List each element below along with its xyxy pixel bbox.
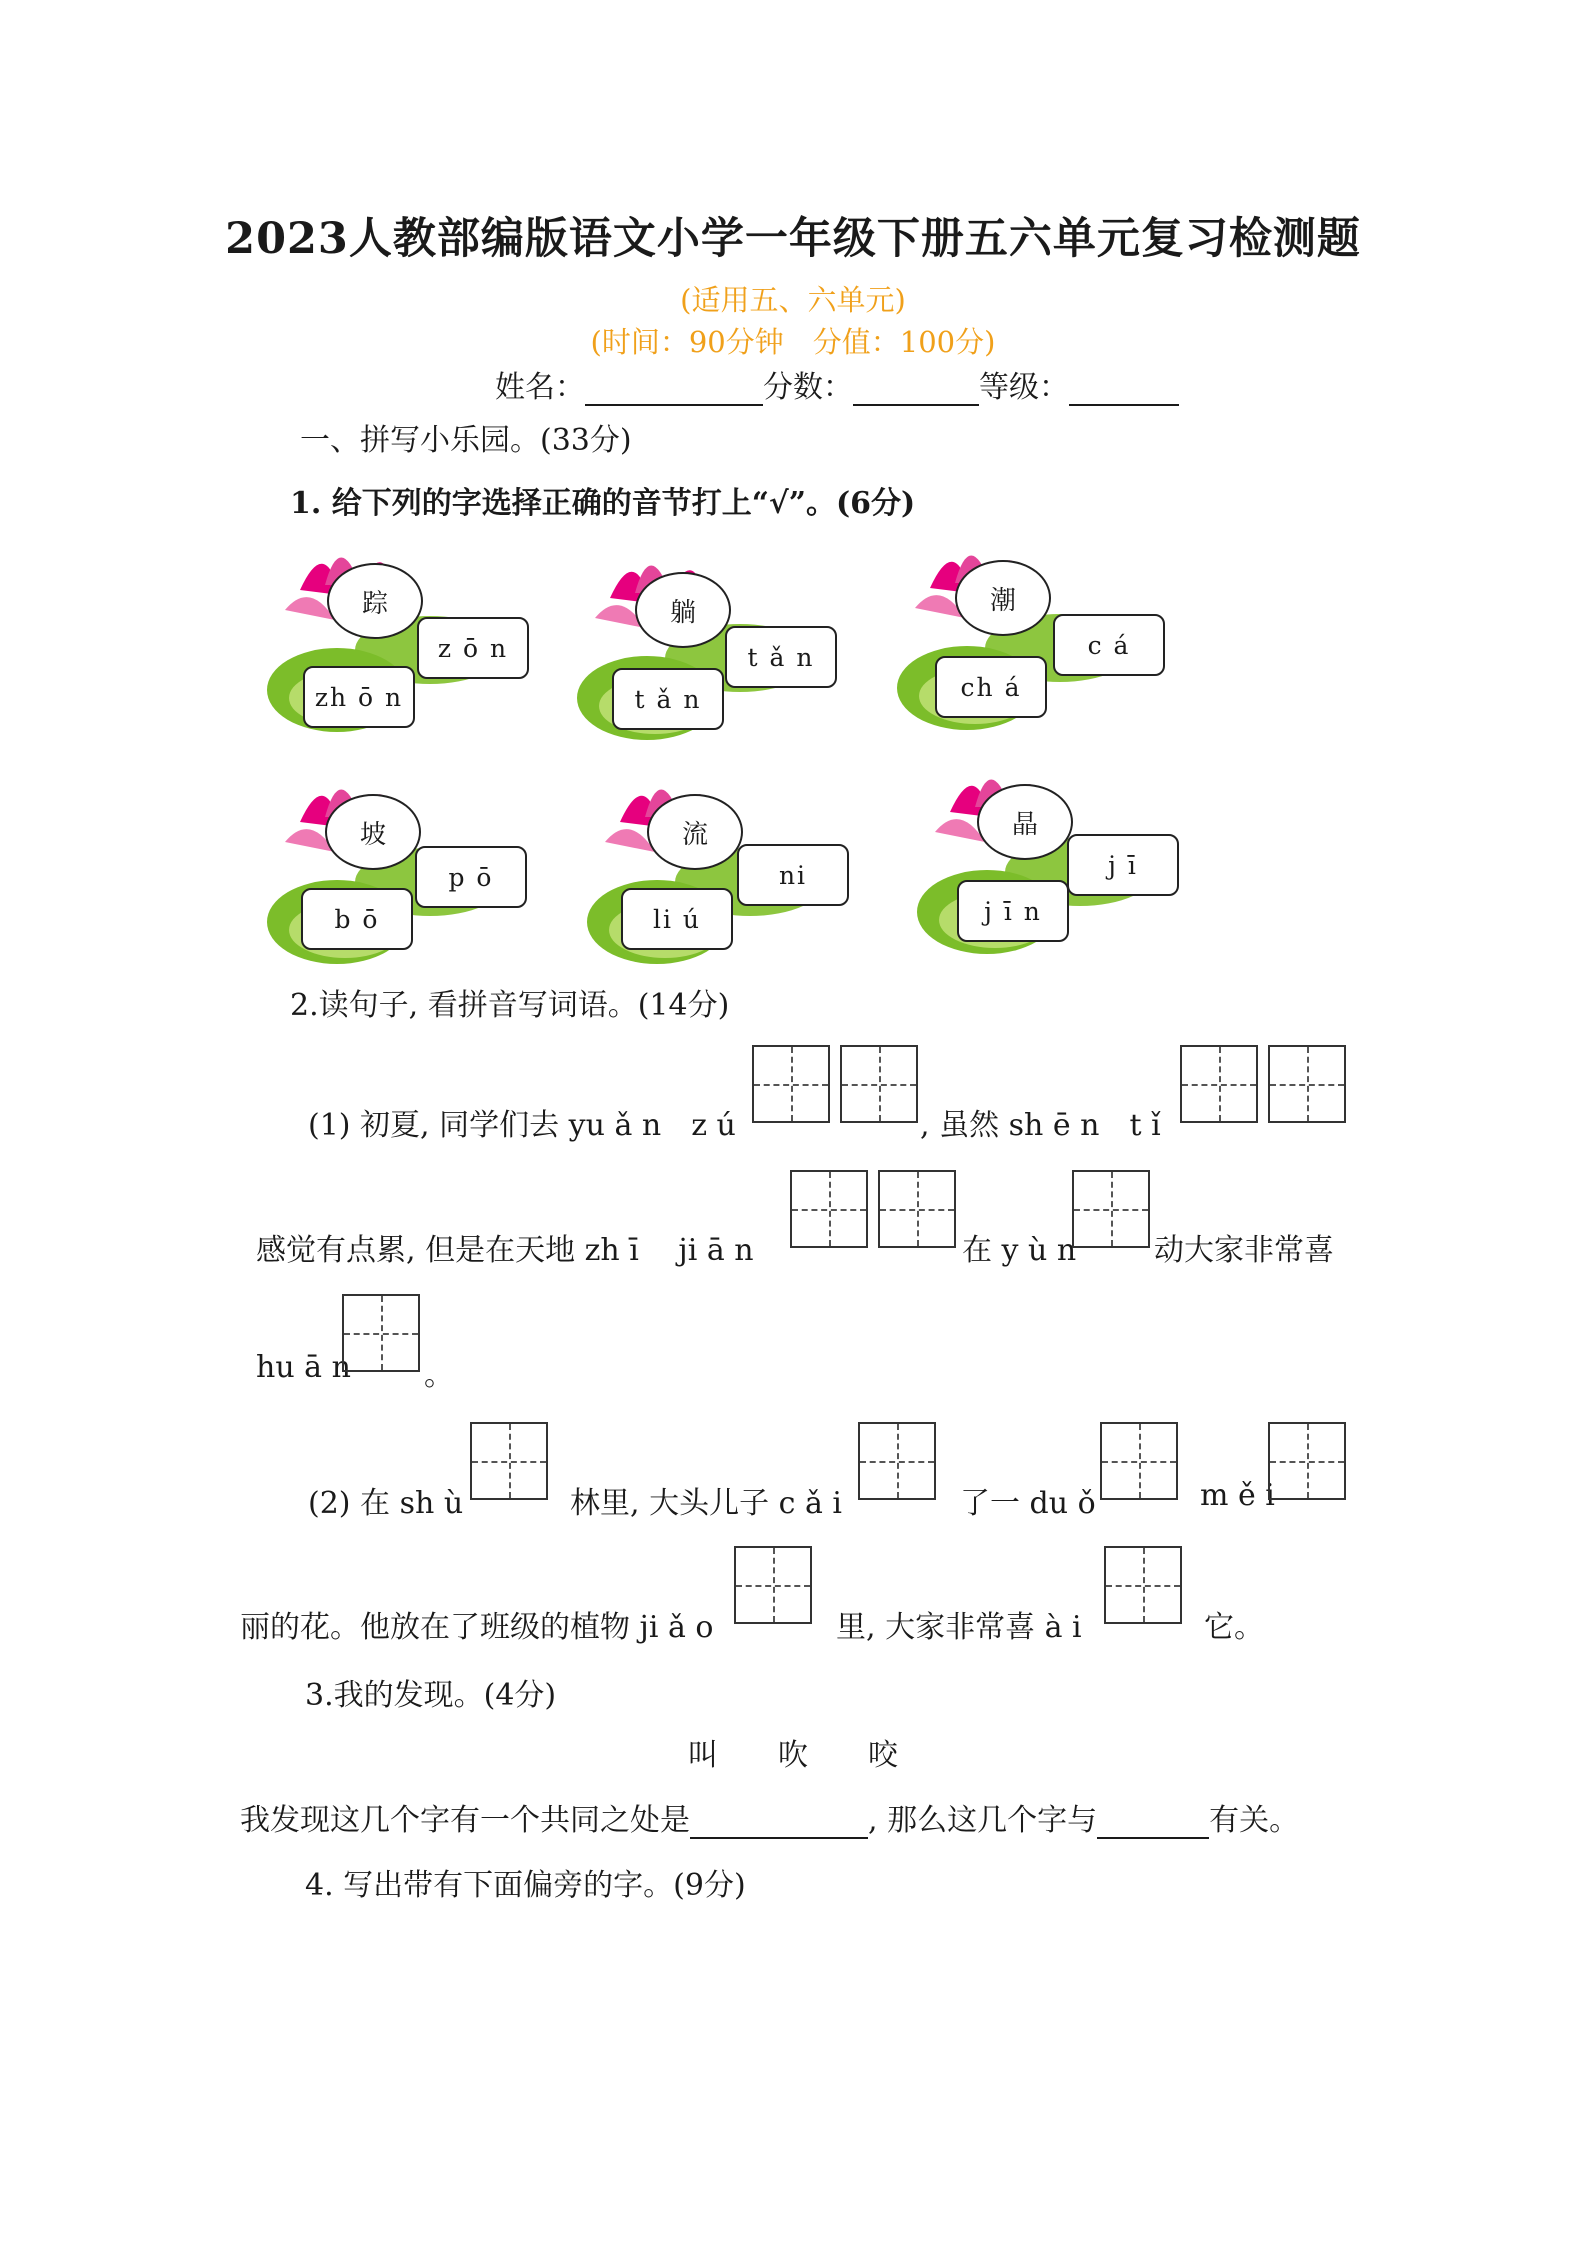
score-label: 分数：: [763, 370, 853, 405]
writing-grid-box[interactable]: [840, 1045, 918, 1123]
writing-grid-box[interactable]: [858, 1422, 936, 1500]
character-bubble: 晶: [977, 784, 1073, 860]
pinyin-option-b[interactable]: j ī n: [957, 880, 1069, 942]
character-bubble: 潮: [955, 560, 1051, 636]
pinyin-option-b[interactable]: ch á: [935, 656, 1047, 718]
score-field[interactable]: [853, 374, 979, 406]
q2-1-text-a: (1) 初夏, 同学们去 yu ǎ n z ú: [308, 1108, 736, 1143]
q2-2-text-b: 林里, 大头儿子 c ǎ i: [570, 1486, 842, 1521]
lotus-item-5: [585, 772, 885, 982]
writing-grid-box[interactable]: [1100, 1422, 1178, 1500]
q2-1-text-b: , 虽然 sh ē n t ǐ: [920, 1108, 1161, 1143]
writing-grid-box[interactable]: [790, 1170, 868, 1248]
q3-blank-1[interactable]: [690, 1807, 868, 1839]
q3-blank-2[interactable]: [1097, 1807, 1209, 1839]
writing-grid-box[interactable]: [1104, 1546, 1182, 1624]
q2-1-text-c: 感觉有点累, 但是在天地 zh ī ji ā n: [256, 1233, 754, 1268]
pinyin-option-b[interactable]: li ú: [621, 888, 733, 950]
pinyin-option-b[interactable]: b ō: [301, 888, 413, 950]
question-1: 1. 给下列的字选择正确的音节打上“√”。(6分): [290, 486, 916, 521]
name-label: 姓名：: [495, 370, 585, 405]
q2-2-text-a: (2) 在 sh ù: [308, 1486, 464, 1521]
writing-grid-box[interactable]: [734, 1546, 812, 1624]
subtitle-time-score: (时间：90分钟 分值：100分): [590, 325, 996, 359]
lotus-item-2: [575, 548, 875, 758]
grade-field[interactable]: [1069, 374, 1179, 406]
lotus-item-6: [915, 762, 1215, 972]
writing-grid-box[interactable]: [878, 1170, 956, 1248]
q2-1-text-f: hu ā n: [256, 1350, 351, 1385]
character-bubble: 躺: [635, 572, 731, 648]
q2-1-text-e: 动大家非常喜: [1154, 1233, 1334, 1268]
q2-2-text-e: 丽的花。他放在了班级的植物 ji ǎ o: [240, 1610, 714, 1645]
pinyin-option-a[interactable]: j ī: [1067, 834, 1179, 896]
q2-1-text-d: 在 y ù n: [962, 1233, 1077, 1268]
writing-grid-box[interactable]: [1072, 1170, 1150, 1248]
lotus-item-3: [895, 538, 1195, 748]
q2-2-text-g: 它。: [1204, 1610, 1264, 1645]
q3-characters: 叫 吹 咬: [688, 1738, 898, 1773]
name-field[interactable]: [585, 374, 763, 406]
q2-2-text-f: 里, 大家非常喜 à i: [836, 1610, 1082, 1645]
q3-sentence: [240, 1795, 1299, 1839]
pinyin-option-b[interactable]: t ǎ n: [612, 668, 724, 730]
section-1-heading: 一、拼写小乐园。(33分): [300, 423, 632, 458]
writing-grid-box[interactable]: [1180, 1045, 1258, 1123]
lotus-item-4: [265, 772, 565, 982]
student-info-row: [495, 362, 1179, 406]
writing-grid-box[interactable]: [1268, 1045, 1346, 1123]
q3-text-b: , 那么这几个字与: [868, 1803, 1098, 1838]
writing-grid-box[interactable]: [752, 1045, 830, 1123]
q3-text-a: 我发现这几个字有一个共同之处是: [240, 1803, 690, 1838]
writing-grid-box[interactable]: [470, 1422, 548, 1500]
question-3: 3.我的发现。(4分): [305, 1678, 557, 1713]
character-bubble: 坡: [325, 794, 421, 870]
question-4: 4. 写出带有下面偏旁的字。(9分): [305, 1868, 746, 1903]
subtitle-scope: (适用五、六单元): [680, 283, 906, 317]
q3-text-c: 有关。: [1209, 1803, 1300, 1838]
character-bubble: 踪: [327, 563, 423, 639]
q2-2-text-d: m ě i: [1200, 1478, 1275, 1513]
pinyin-option-a[interactable]: t ǎ n: [725, 626, 837, 688]
q2-2-text-c: 了一 du ǒ: [960, 1486, 1096, 1521]
pinyin-option-a[interactable]: ni: [737, 844, 849, 906]
pinyin-option-a[interactable]: c á: [1053, 614, 1165, 676]
lotus-item-1: [265, 540, 565, 750]
writing-grid-box[interactable]: [1268, 1422, 1346, 1500]
writing-grid-box[interactable]: [342, 1294, 420, 1372]
pinyin-option-a[interactable]: z ō n: [417, 617, 529, 679]
character-bubble: 流: [647, 794, 743, 870]
pinyin-option-a[interactable]: p ō: [415, 846, 527, 908]
grade-label: 等级：: [979, 370, 1069, 405]
question-2: 2.读句子, 看拼音写词语。(14分): [290, 988, 730, 1023]
page-title: 2023人教部编版语文小学一年级下册五六单元复习检测题: [225, 214, 1361, 264]
pinyin-option-b[interactable]: zh ō n: [303, 666, 415, 728]
q2-1-text-g: 。: [424, 1358, 454, 1393]
